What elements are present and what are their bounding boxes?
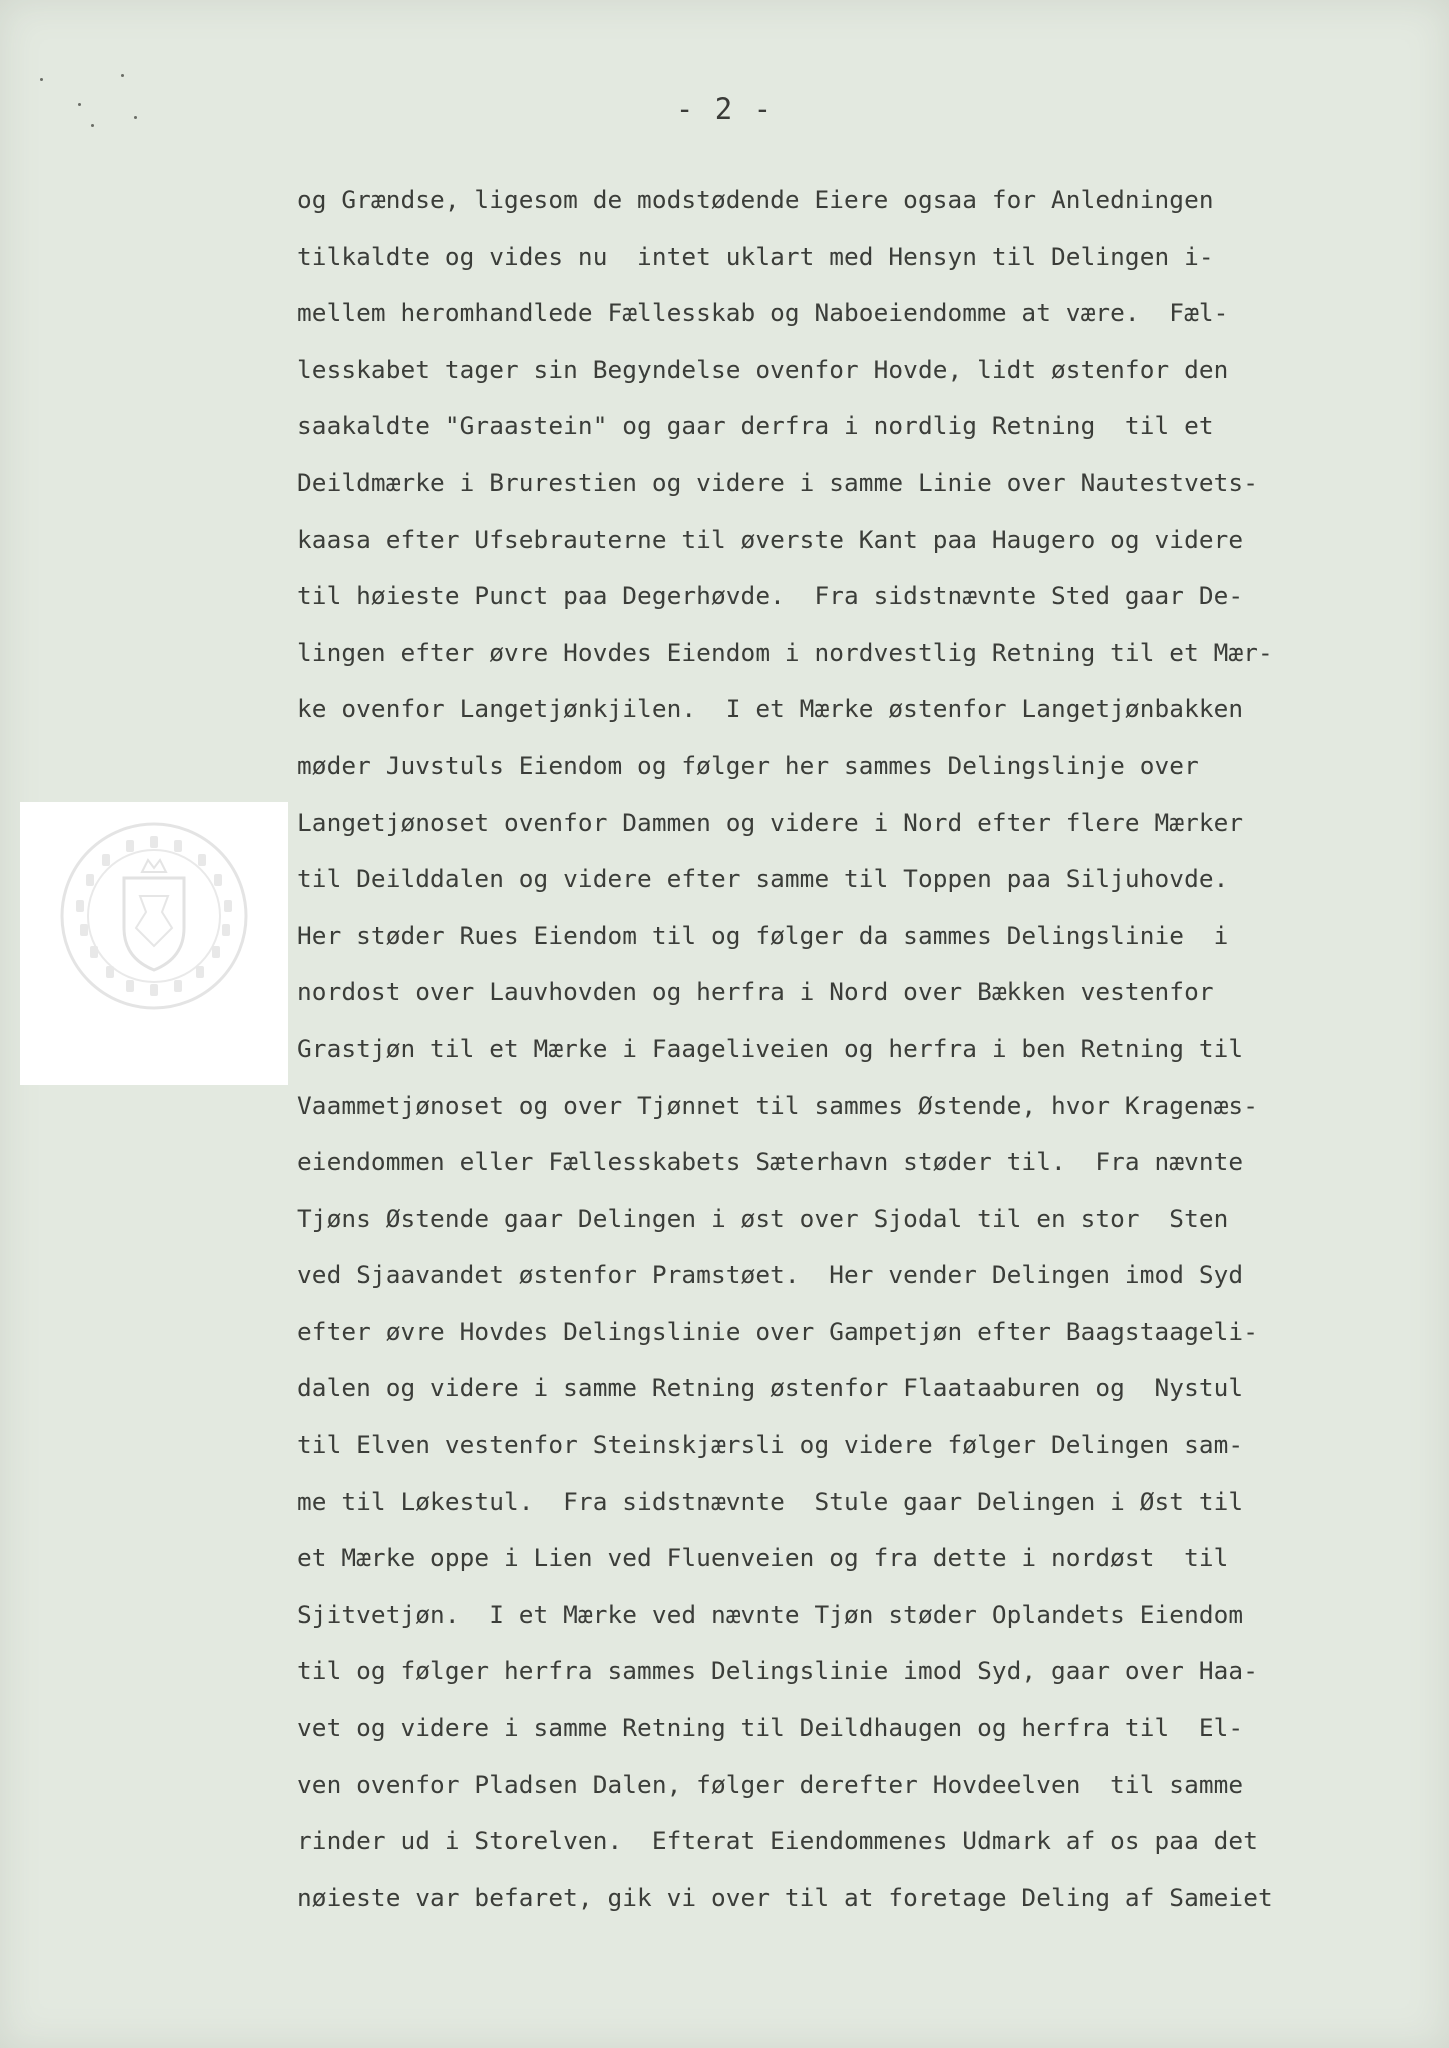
page-number: - 2 - xyxy=(675,92,774,126)
edge-speck xyxy=(40,78,43,81)
text-line: møder Juvstuls Eiendom og følger her sammes Delingslinje over xyxy=(297,750,1199,780)
text-line: nordost over Lauvhovden og herfra i Nord over Bækken vestenfor xyxy=(297,977,1214,1007)
text-line: Deildmærke i Brurestien og videre i samme Linie over Nautestvets- xyxy=(297,467,1258,497)
official-seal-icon xyxy=(54,816,254,1016)
text-line: mellem heromhandlede Fællesskab og Naboeiendomme at være. Fæl- xyxy=(297,298,1229,328)
text-line: til Deilddalen og videre efter samme til Toppen paa Siljuhovde. xyxy=(297,864,1229,894)
text-line: lingen efter øvre Hovdes Eiendom i nordvestlig Retning til et Mær- xyxy=(297,637,1273,667)
text-line: eiendommen eller Fællesskabets Sæterhavn støder til. Fra nævnte xyxy=(297,1147,1244,1177)
text-line: Langetjønoset ovenfor Dammen og videre i Nord efter flere Mærker xyxy=(297,807,1244,837)
text-line: Sjitvetjøn. I et Mærke ved nævnte Tjøn støder Oplandets Eiendom xyxy=(297,1599,1244,1629)
text-line: Grastjøn til et Mærke i Faageliveien og herfra i ben Retning til xyxy=(297,1033,1244,1063)
text-line: et Mærke oppe i Lien ved Fluenveien og fra dette i nordøst til xyxy=(297,1543,1229,1573)
text-line: Vaammetjønoset og over Tjønnet til sammes Østende, hvor Kragenæs- xyxy=(297,1090,1258,1120)
text-line: dalen og videre i samme Retning østenfor Flaataaburen og Nystul xyxy=(297,1373,1244,1403)
text-line: ven ovenfor Pladsen Dalen, følger derefter Hovdeelven til samme xyxy=(297,1769,1244,1799)
text-line: lesskabet tager sin Begyndelse ovenfor Hovde, lidt østenfor den xyxy=(297,354,1229,384)
text-line: Her støder Rues Eiendom til og følger da sammes Delingslinie i xyxy=(297,920,1229,950)
text-line: efter øvre Hovdes Delingslinie over Gampetjøn efter Baagstaageli- xyxy=(297,1316,1258,1346)
text-line: og Grændse, ligesom de modstødende Eiere ogsaa for Anledningen xyxy=(297,185,1214,214)
text-line: me til Løkestul. Fra sidstnævnte Stule gaar Delingen i Øst til xyxy=(297,1486,1244,1516)
text-line: rinder ud i Storelven. Efterat Eiendommenes Udmark af os paa det xyxy=(297,1826,1258,1856)
body-text xyxy=(297,172,1429,1926)
text-line: ved Sjaavandet østenfor Pramstøet. Her vender Delingen imod Syd xyxy=(297,1260,1244,1290)
text-line: til høieste Punct paa Degerhøvde. Fra sidstnævnte Sted gaar De- xyxy=(297,581,1244,611)
text-line: til Elven vestenfor Steinskjærsli og videre følger Delingen sam- xyxy=(297,1430,1244,1460)
text-line: kaasa efter Ufsebrauterne til øverste Kant paa Haugero og videre xyxy=(297,524,1244,554)
text-line: Tjøns Østende gaar Delingen i øst over Sjodal til en stor Sten xyxy=(297,1203,1229,1233)
text-line: saakaldte "Graastein" og gaar derfra i nordlig Retning til et xyxy=(297,411,1214,441)
text-line: vet og videre i samme Retning til Deildhaugen og herfra til El- xyxy=(297,1713,1244,1743)
text-line: tilkaldte og vides nu intet uklart med Hensyn til Delingen i- xyxy=(297,241,1214,271)
stamp-patch xyxy=(20,802,288,1085)
edge-speck xyxy=(121,74,124,77)
text-line: nøieste var befaret, gik vi over til at foretage Deling af Sameiet xyxy=(297,1882,1273,1912)
text-line: til og følger herfra sammes Delingslinie imod Syd, gaar over Haa- xyxy=(297,1656,1258,1686)
text-line: ke ovenfor Langetjønkjilen. I et Mærke østenfor Langetjønbakken xyxy=(297,694,1244,724)
